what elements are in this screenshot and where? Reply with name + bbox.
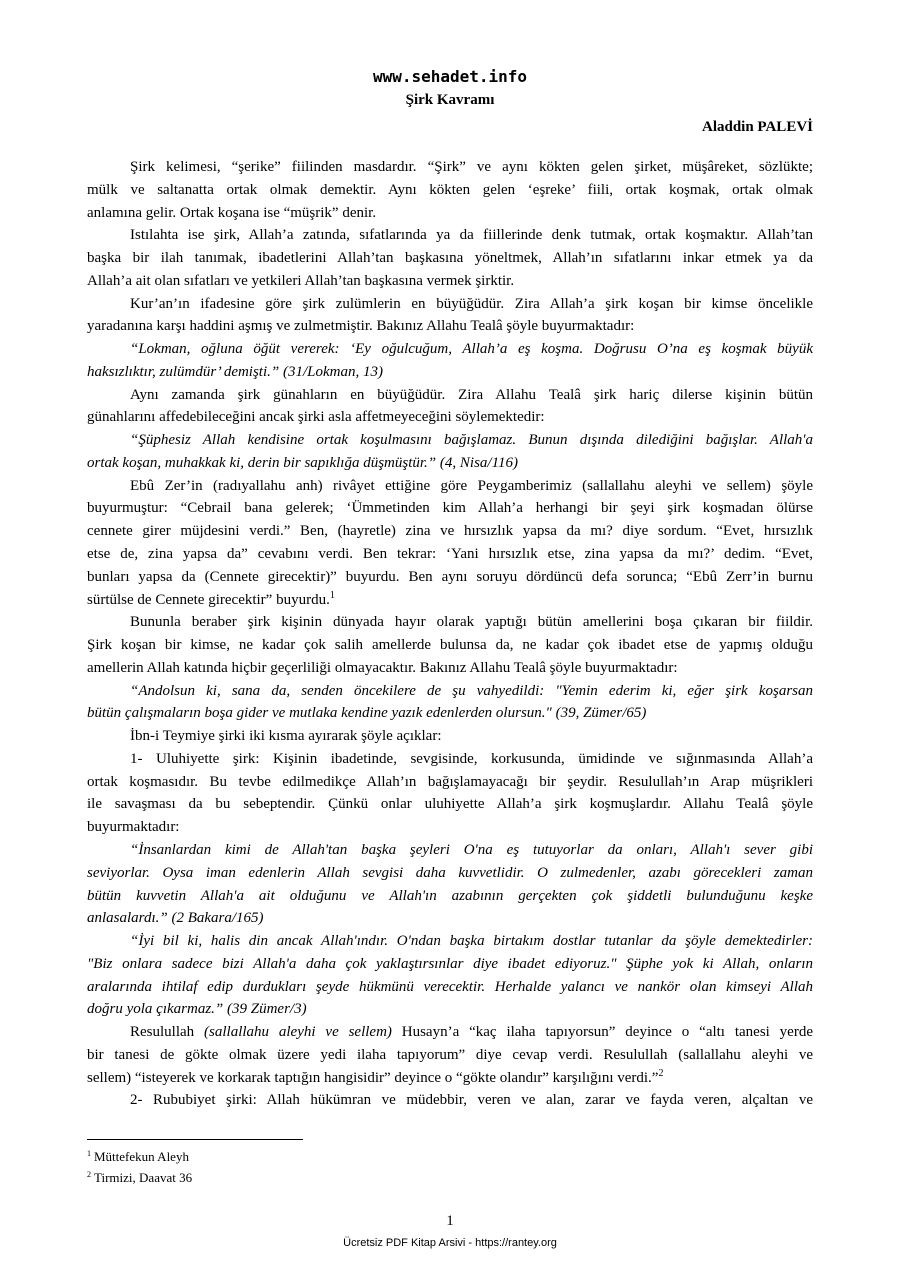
text-line: Şirk kelimesi, “şerike” fiilinden masdardır. “Şirk” ve aynı kökten gelen şirket, müşâreket, sözlükte; (130, 159, 813, 175)
footnote-separator (87, 1139, 303, 1140)
text-line: buyurmaktadır: (87, 819, 180, 836)
text-line (87, 1067, 813, 1090)
text-segment: Resulullah (130, 1024, 205, 1041)
text-line (87, 589, 813, 612)
text-segment: sürtülse de Cennete girecektir” buyurdu. (87, 591, 330, 608)
text-segment-italic: (sallallahu aleyhi ve sellem) (204, 1024, 392, 1041)
text-line: doğru yola çıkarmaz.” (39 Zümer/3) (87, 1001, 307, 1018)
footer-text: Ücretsiz PDF Kitap Arsivi - https://rantey.org (343, 1237, 557, 1249)
site-url: www.sehadet.info (372, 67, 528, 86)
text-segment: sellem) “isteyerek ve korkarak taptığın hangisidir” deyince o “gökte olandır” karşılığını verdi.” (87, 1069, 659, 1086)
paragraph-2 (87, 224, 813, 292)
footnote (87, 1168, 192, 1188)
text-line: “Andolsun ki, sana da, senden öncekilere de şu vahyedildi: "Yemin ederim ki, eğer şirk koşarsan (130, 682, 813, 699)
text-line: yaradanına karşı haddini aşmış ve zulmetmiştir. Bakınız Allahu Tealâ şöyle buyurmaktadır: (87, 318, 635, 335)
text-line: Istılahta ise şirk, Allah’a zatında, sıfatlarında ya da fiillerinde denk tutmak, ortak koşmaktır. Allah’tan (130, 227, 813, 244)
text-line: anlamına gelir. Ortak koşana ise “müşrik” denir. (87, 204, 377, 221)
text-line: Ebû Zer’in (radıyallahu anh) rivâyet ettiğine göre Peygamberimiz (sallallahu aleyhi ve sellem) şöyle (130, 477, 813, 494)
text-line: ortak koşmasıdır. Bu tevbe edilmedikçe Allah’ın bağışlamayacağı bir şeydir. Resulullah’ın Arap müşrikleri (87, 773, 813, 790)
document-title: Şirk Kavramı (405, 92, 495, 108)
paragraph-11 (87, 748, 813, 839)
text-line: haksızlıktır, zulümdür’ demişti.” (31/Lokman, 13) (87, 363, 383, 380)
text-line: İbn-i Teymiye şirki iki kısma ayırarak şöyle açıklar: (130, 728, 442, 745)
quote-zumer-3 (87, 930, 813, 1021)
text-line: Aynı zamanda şirk günahların en büyüğüdür. Zira Allahu Tealâ şirk hariç dilerse kişinin bütün (130, 386, 813, 403)
paragraph-7 (87, 475, 813, 612)
text-line: 1- Uluhiyette şirk: Kişinin ibadetinde, sevgisinde, korkusunda, ümidinde ve sığınmasında Allah’a (130, 750, 813, 767)
author-name: Aladdin PALEVİ (701, 119, 813, 135)
footnote (87, 1147, 189, 1167)
quote-nisa-116 (87, 429, 813, 475)
text-line: “İyi bil ki, halis din ancak Allah'ındır. O'ndan başka birtakım dostlar tutanlar da şöyle demektedirler: (130, 933, 813, 950)
text-line: “İnsanlardan kimi de Allah'tan başka şeyleri O'na eş tutuyorlar da onları, Allah'ı sever gibi (130, 841, 813, 858)
paragraph-10 (87, 725, 813, 748)
paragraph-8 (87, 611, 813, 679)
text-line: aralarında ihtilaf edip durdukları şeyde hükmünü verecektir. Herhalde yalancı ve nankör olan kimseyi Allah (87, 978, 813, 995)
text-line: başka bir ilah tanımak, ibadetlerini Allah’tan başkasına yöneltmek, Allah’ın sıfatlarını inkar etmek ya da (87, 250, 813, 267)
paragraph-5 (87, 384, 813, 430)
text-line: bunları yapsa da (Cennete girecektir)” buyurdu. Ben aynı soruyu dördüncü defa sorunca; “Ebû Zerr’in burnu (87, 568, 813, 585)
text-line: Bununla beraber şirk kişinin dünyada hayır olarak yaptığı bütün amellerini boşa çıkaran bir fiildir. (130, 614, 813, 631)
text-line: "Biz onlara sadece bizi Allah'a daha çok yaklaştırsınlar diye ibadet ediyoruz." Şüphe yok ki Allah, onların (87, 955, 813, 972)
text-line: etse de, zina yapsa da” cevabını verdi. Ben tekrar: ‘Yani hırsızlık etse, zina yapsa da mı?’ dedim. “Evet, (87, 546, 813, 563)
text-line (87, 1021, 813, 1044)
text-segment: Husayn’a “kaç ilaha tapıyorsun” deyince o “altı tanesi yerde (391, 1024, 813, 1041)
text-line: “Şüphesiz Allah kendisine ortak koşulmasını bağışlamaz. Bunun dışında dilediğini bağışlar. Allah'a (130, 432, 813, 449)
paragraph-3 (87, 293, 813, 339)
footnote-text: Tirmizi, Daavat 36 (94, 1170, 193, 1185)
footnote-text: Müttefekun Aleyh (94, 1149, 189, 1164)
text-line: günahlarını affedebileceğini ancak şirki asla affetmeyeceğini söylemektedir: (87, 409, 545, 426)
footnote-ref: 1 (329, 589, 335, 601)
text-line: seviyorlar. Oysa iman edenlerin Allah sevgisi daha kuvvetlidir. O zulmedenler, azabı görecekleri zaman (87, 864, 813, 881)
footnote-mark: 2 (87, 1170, 91, 1179)
text-line: mülk ve saltanatta ortak olmak demektir. Aynı kökten gelen ‘eşreke’ fiili, ortak koşmak, ortak olmak (87, 181, 813, 198)
text-line: Kur’an’ın ifadesine göre şirk zulümlerin en büyüğüdür. Zira Allah’a şirk koşan bir kimse öncelikle (130, 295, 813, 312)
paragraph-14 (87, 1021, 813, 1089)
footnote-ref: 2 (658, 1067, 664, 1079)
quote-bakara-165 (87, 839, 813, 930)
quote-zumer-65 (87, 680, 813, 726)
text-line: 2- Rububiyet şirki: Allah hükümran ve müdebbir, veren ve alan, zarar ve fayda veren, alçaltan ve (130, 1092, 813, 1109)
text-line: bütün kuvvetin Allah'a ait olduğunu ve Allah'ın azabının gerçekten çok şiddetli bulunduğunu keşke (87, 887, 813, 904)
page-number: 1 (446, 1213, 454, 1229)
footnote-mark: 1 (87, 1149, 91, 1158)
text-line: bütün çalışmaların boşa gider ve mutlaka kendine yazık edenlerden olursun." (39, Zümer/65) (87, 705, 647, 722)
quote-lokman-13 (87, 338, 813, 384)
text-line: “Lokman, oğluna öğüt vererek: ‘Ey oğulcuğum, Allah’a eş koşma. Doğrusu O’na eş koşmak büyük (130, 341, 813, 358)
text-line: buyurmuştur: “Cebrail bana gelerek; ‘Ümmetinden kim Allah’a herhangi bir şeyi şirk koşmadan ölürse (87, 500, 813, 517)
text-line: amellerin Allah katında hiçbir geçerliliği olmayacaktır. Bakınız Allahu Tealâ şöyle buyurmaktadır: (87, 659, 678, 676)
paragraph-15 (87, 1089, 813, 1112)
paragraph-1 (87, 156, 813, 224)
text-line: Şirk koşan bir kimse, ne kadar çok salih amellerde bulunsa da, ne kadar çok ibadet etse de yapmış olduğu (87, 637, 813, 654)
text-line: anlasalardı.” (2 Bakara/165) (87, 910, 264, 927)
text-line: cennete girer müjdesini verdi.” Ben, (hayretle) zina ve hırsızlık yapsa da mı? diye sordum. “Evet, hırsızlık (87, 523, 813, 540)
document-body (87, 156, 813, 1112)
text-line: Allah’a ait olan sıfatları ve yetkileri Allah’tan başkasına vermek şirktir. (87, 272, 515, 289)
text-line: ortak koşan, muhakkak ki, derin bir sapıklığa düşmüştür.” (4, Nisa/116) (87, 454, 518, 471)
text-line: bir tanesi de gökte olmak üzere yedi ilaha tapıyorum” diye cevap verdi. Resulullah (sallallahu aleyhi ve (87, 1046, 813, 1063)
text-line: ile savaşması da bu sebeptendir. Çünkü onlar uluhiyette Allah’a şirk koşmuşlardır. Allahu Tealâ şöyle (87, 796, 813, 813)
